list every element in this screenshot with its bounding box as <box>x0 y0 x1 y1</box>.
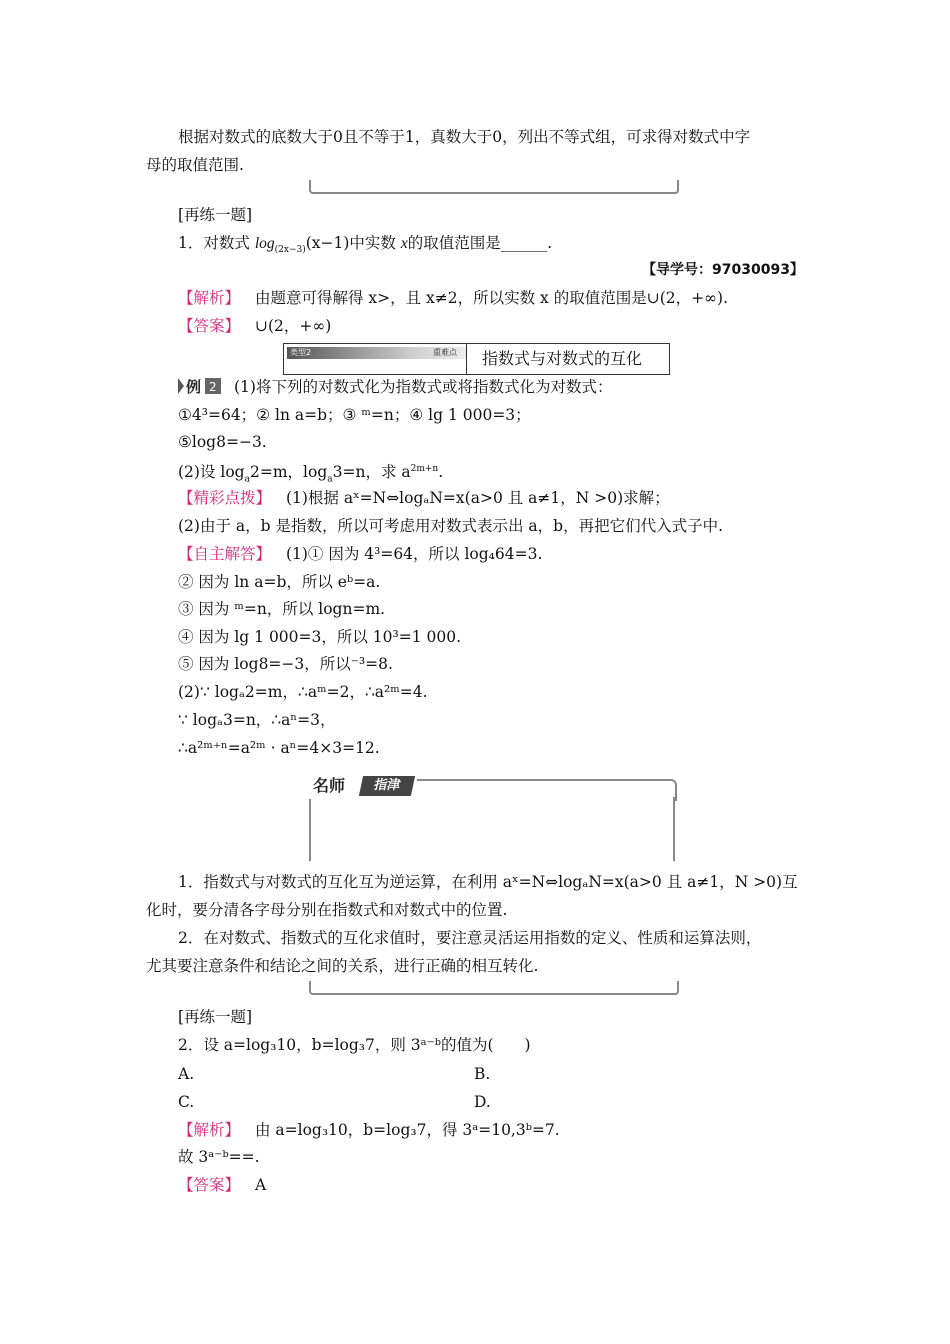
practice1-question <box>178 233 552 260</box>
tips-p1-line2: 化时，要分清各字母分别在指数式和对数式中的位置. <box>146 901 508 919</box>
practice2-answer-text: A <box>254 1176 267 1194</box>
intro-line-1: 根据对数式的底数大于0且不等于1，真数大于0，列出不等式组，可求得对数式中字 <box>178 128 751 146</box>
note-frame-bottom <box>309 180 679 194</box>
practice2-answer <box>178 1175 266 1195</box>
q2-exp: 2m+n <box>410 464 439 474</box>
tips-box-right-edge <box>673 797 675 861</box>
intro-line-2: 母的取值范围. <box>146 156 244 174</box>
solution-line-3: ③ 因为 ᵐ=n，所以 logn=m. <box>178 600 386 618</box>
tips-box-line <box>413 779 677 801</box>
analysis-text: 由题意可得解得 x>，且 x≠2，所以实数 x 的取值范围是∪(2，+∞). <box>254 289 728 307</box>
option-d: D. <box>474 1093 491 1111</box>
type2-divider <box>466 344 467 374</box>
practice2-analysis-text: 由 a=log₃10，b=log₃7，得 3ᵃ=10,3ᵇ=7. <box>254 1121 560 1139</box>
type2-title: 指数式与对数式的互化 <box>482 349 643 368</box>
practice-heading: [再练一题] <box>178 206 253 224</box>
solution-line-1 <box>178 544 542 564</box>
q2-part-a: (2)设 log <box>178 463 245 482</box>
practice2-analysis-tag: 【解析】 <box>178 1121 241 1139</box>
example-item5: ⑤log8=−3. <box>178 433 267 451</box>
example-badge-num: 2 <box>209 380 217 394</box>
type2-banner <box>287 347 467 359</box>
example-q2: (2)设 $\log_a2=m$，$\log_a3=n$，求 $a^{2m+n}$. <box>178 463 444 485</box>
hint-line-2: (2)由于 a，b 是指数，所以可考虑用对数式表示出 a，b，再把它们代入式子中. <box>178 517 723 535</box>
example-badge-icon <box>178 376 224 396</box>
solution-line-2: ② 因为 ln a=b，所以 eᵇ=a. <box>178 573 381 591</box>
tips-box-top <box>309 775 675 861</box>
tips-box-bottom <box>309 981 679 995</box>
q2-part-b: 2=m，log <box>249 463 328 482</box>
example-badge-text: 例 <box>186 378 202 396</box>
q-var: x <box>400 235 408 252</box>
analysis-tag: 【解析】 <box>178 289 241 307</box>
q-tail: 的取值范围是______. <box>407 234 553 252</box>
solution-line-6: (2)∵ logₐ2=m，∴aᵐ=2，∴a²ᵐ=4. <box>178 683 428 701</box>
option-c: C. <box>178 1093 195 1111</box>
analysis-line <box>178 288 728 308</box>
tips-p2-line1: 2．在对数式、指数式的互化求值时，要注意灵活运用指数的定义、性质和运算法则， <box>178 929 762 947</box>
solution-line-7: ∵ logₐ3=n，∴aⁿ=3， <box>178 711 336 729</box>
q-base: (2x−3) <box>274 245 306 256</box>
type2-header <box>283 343 670 375</box>
answer-line <box>178 316 331 336</box>
option-b: B. <box>474 1065 491 1083</box>
solution-tag: 【自主解答】 <box>178 545 272 563</box>
example-badge <box>178 376 224 396</box>
hint-text-1: (1)根据 aˣ=N⇔logₐN=x(a>0 且 a≠1，N >0)求解； <box>285 489 670 507</box>
option-a: A. <box>178 1065 195 1083</box>
tips-p1-line1: 1．指数式与对数式的互化互为逆运算，在利用 aˣ=N⇔logₐN=x(a>0 且 a≠1，N >0)互 <box>178 873 798 891</box>
hint-line-1 <box>178 488 670 508</box>
guide-number: 【导学号：97030093】 <box>642 262 804 278</box>
answer-tag: 【答案】 <box>178 317 241 335</box>
q2-part-c: 3=n，求 a <box>332 463 411 482</box>
tips-title-badge: 指津 <box>359 776 415 796</box>
type2-label: 类型2 <box>290 348 312 357</box>
tips-box-left-edge <box>309 797 311 861</box>
practice2-analysis <box>178 1120 560 1140</box>
example-q1: (1)将下列的对数式化为指数式或将指数式化为对数式： <box>234 378 613 396</box>
answer-text: ∪(2，+∞) <box>254 317 332 335</box>
practice2-line2: 故 3ᵃ⁻ᵇ==. <box>178 1148 260 1166</box>
q-rest: 中实数 <box>349 234 396 252</box>
q-arg: (x−1) <box>305 234 350 252</box>
tips-title: 名师 <box>313 776 346 795</box>
practice2-heading: [再练一题] <box>178 1008 253 1026</box>
q-prefix: 1．对数式 <box>178 234 250 252</box>
q2-part-d: . <box>438 463 444 482</box>
solution-line-5: ⑤ 因为 log8=−3，所以⁻³=8. <box>178 655 393 673</box>
solution-line-4: ④ 因为 lg 1 000=3，所以 10³=1 000. <box>178 628 462 646</box>
tips-p2-line2: 尤其要注意条件和结论之间的关系，进行正确的相互转化. <box>146 957 539 975</box>
practice2-answer-tag: 【答案】 <box>178 1176 241 1194</box>
q-log: log <box>254 235 275 252</box>
type2-tag: 重难点 <box>433 348 457 357</box>
hint-tag: 【精彩点拨】 <box>178 489 272 507</box>
solution-text-1: (1)① 因为 4³=64，所以 log₄64=3. <box>285 545 543 563</box>
solution-line-8: ∴a²ᵐ⁺ⁿ=a²ᵐ · aⁿ=4×3=12. <box>178 739 380 757</box>
practice2-question: 2．设 a=log₃10，b=log₃7，则 3ᵃ⁻ᵇ的值为( ) <box>178 1036 531 1054</box>
tips-header <box>309 775 417 799</box>
example-items: ①4³=64；② ln a=b；③ ᵐ=n；④ lg 1 000=3； <box>178 406 531 424</box>
